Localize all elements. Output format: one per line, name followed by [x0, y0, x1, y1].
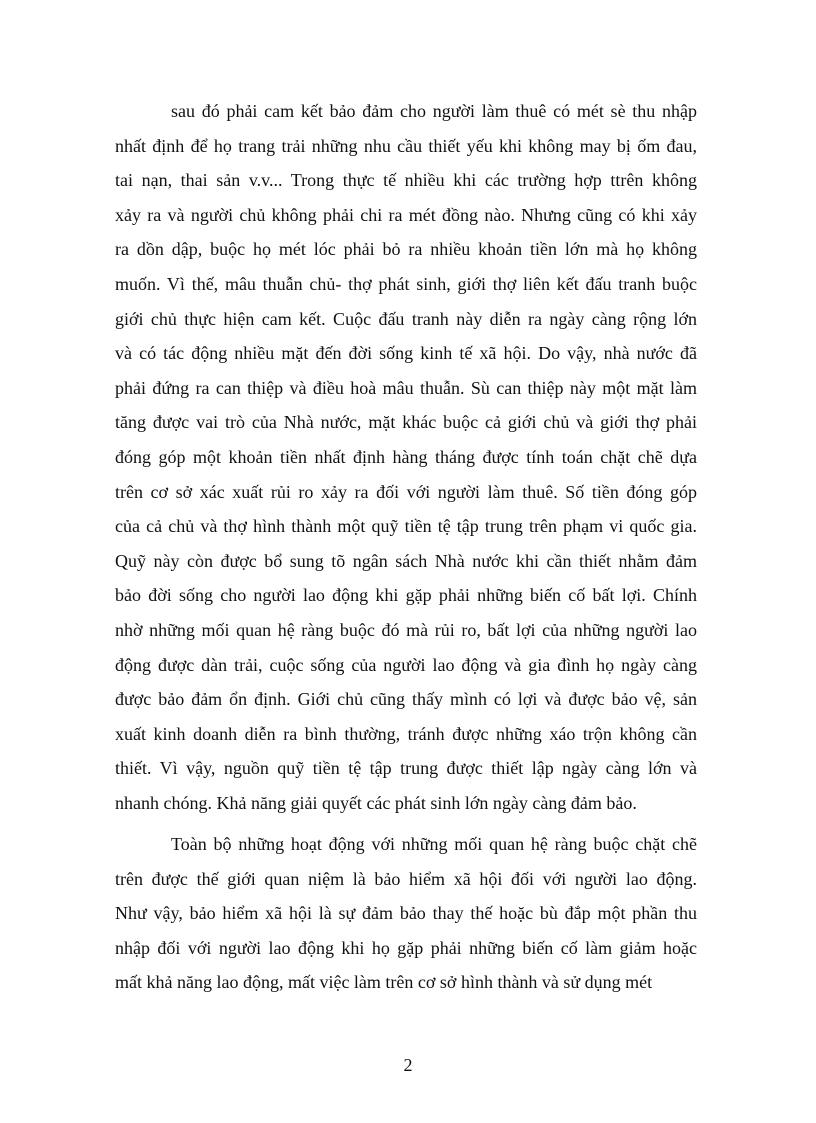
paragraph-line: nhanh chóng. Khả năng giải quyết các phát sinh lớn ngày càng đảm bảo. — [115, 792, 637, 813]
paragraph-line: bảo đời sống cho người lao động khi gặp phải những biến cố bất lợi. Chính — [115, 585, 697, 606]
paragraph-line: mất khả năng lao động, mất việc làm trên cơ sở hình thành và sử dụng mét — [115, 972, 653, 993]
paragraph-1 — [115, 94, 697, 820]
paragraph-line: được bảo đảm ổn định. Giới chủ cũng thấy mình có lợi và được bảo vệ, sản — [115, 689, 697, 710]
paragraph-line: tăng được vai trò của Nhà nước, mặt khác buộc cả giới chủ và giới thợ phải — [115, 412, 697, 433]
paragraph-line: xảy ra và người chủ không phải chi ra mét đồng nào. Nhưng cũng có khi xảy — [115, 204, 697, 225]
paragraph-line: nhờ những mối quan hệ ràng buộc đó mà rủi ro, bất lợi của những người lao — [115, 619, 697, 640]
paragraph-line: xuất kinh doanh diễn ra bình thường, tránh được những xáo trộn không cần — [115, 723, 697, 744]
paragraph-line: phải đứng ra can thiệp và điều hoà mâu thuẫn. Sù can thiệp này một mặt làm — [115, 377, 697, 398]
paragraph-line: trên được thế giới quan niệm là bảo hiểm xã hội đối với người lao động. — [115, 868, 697, 889]
paragraph-line: đóng góp một khoản tiền nhất định hàng tháng được tính toán chặt chẽ dựa — [115, 446, 697, 467]
paragraph-line: trên cơ sở xác xuất rủi ro xảy ra đối với người làm thuê. Số tiền đóng góp — [115, 481, 697, 502]
paragraph-line: Như vậy, bảo hiểm xã hội là sự đảm bảo thay thế hoặc bù đắp một phần thu — [115, 903, 697, 924]
page-number: 2 — [403, 1055, 413, 1075]
paragraph-line: muốn. Vì thế, mâu thuẫn chủ- thợ phát sinh, giới thợ liên kết đấu tranh buộc — [115, 273, 697, 294]
paragraph-line: tai nạn, thai sản v.v... Trong thực tế nhiều khi các trường hợp ttrên không — [115, 170, 697, 191]
paragraph-line: của cả chủ và thợ hình thành một quỹ tiền tệ tập trung trên phạm vi quốc gia. — [115, 516, 697, 537]
paragraph-2 — [115, 827, 697, 1000]
paragraph-line: giới chủ thực hiện cam kết. Cuộc đấu tranh này diễn ra ngày càng rộng lớn — [115, 308, 697, 329]
paragraph-line: Toàn bộ những hoạt động với những mối quan hệ ràng buộc chặt chẽ — [171, 834, 697, 854]
paragraph-line: ra dồn dập, buộc họ mét lóc phải bỏ ra nhiều khoản tiền lớn mà họ không — [115, 239, 697, 260]
paragraph-line: nhập đối với người lao động khi họ gặp phải những biến cố làm giảm hoặc — [115, 937, 697, 958]
paragraph-line: nhất định để họ trang trải những nhu cầu thiết yếu khi không may bị ốm đau, — [115, 135, 697, 156]
paragraph-line: động được dàn trải, cuộc sống của người lao động và gia đình họ ngày càng — [115, 654, 697, 675]
paragraph-line: thiết. Vì vậy, nguồn quỹ tiền tệ tập trung được thiết lập ngày càng lớn và — [115, 758, 697, 779]
paragraph-line: và có tác động nhiều mặt đến đời sống kinh tế xã hội. Do vậy, nhà nước đã — [115, 343, 697, 364]
paragraph-line: Quỹ này còn được bổ sung tõ ngân sách Nhà nước khi cần thiết nhằm đảm — [115, 550, 697, 571]
paragraph-line: sau đó phải cam kết bảo đảm cho người làm thuê có mét sè thu nhập — [171, 101, 697, 121]
